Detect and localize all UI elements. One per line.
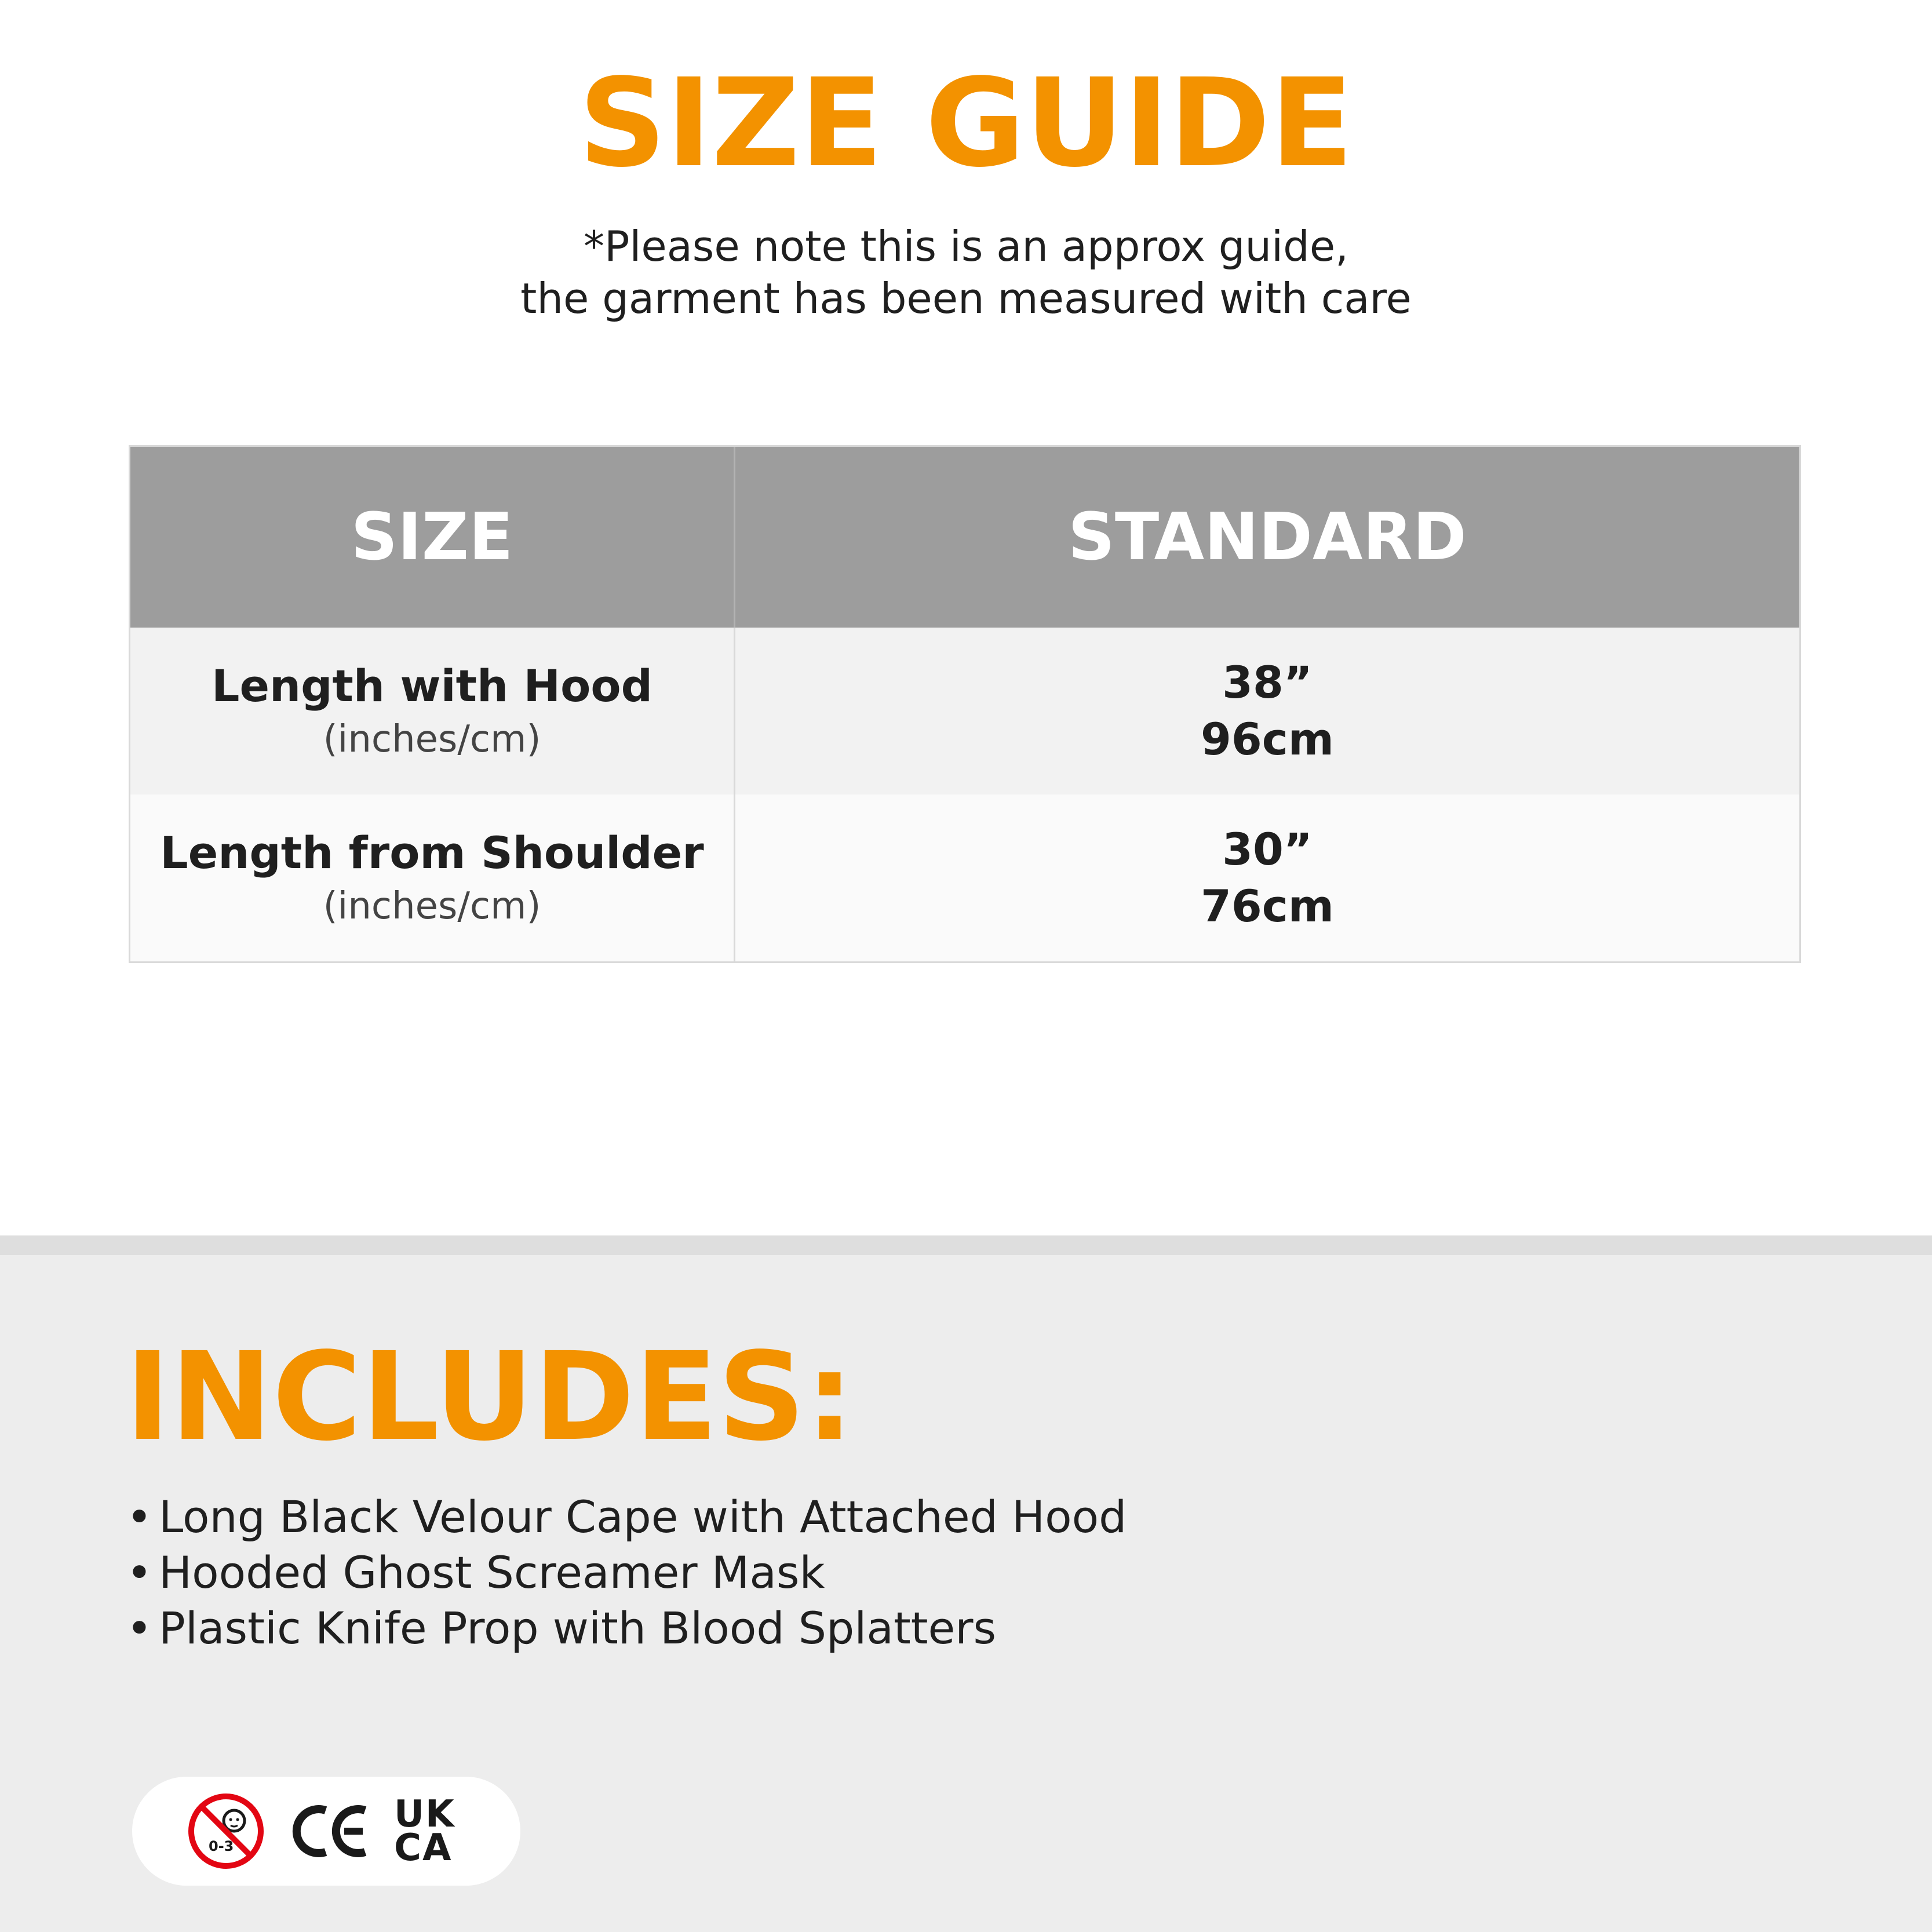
- row-unit: (inches/cm): [323, 885, 541, 928]
- row-value-cell: [735, 794, 1799, 961]
- list-item-text: Long Black Velour Cape with Attached Hood: [159, 1491, 1127, 1543]
- size-table: [129, 445, 1801, 963]
- ukca-line-1: UK: [394, 1793, 455, 1836]
- note-line-2: the garment has been measured with care: [520, 274, 1412, 323]
- ukca-mark-icon: [394, 1793, 455, 1869]
- row-unit: (inches/cm): [323, 718, 541, 761]
- list-item-text: Hooded Ghost Screamer Mask: [159, 1547, 825, 1598]
- size-guide-title: SIZE GUIDE: [578, 52, 1354, 194]
- row-label: Length from Shoulder: [160, 827, 704, 878]
- list-item: [126, 1545, 1127, 1601]
- value-inches: 38”: [1222, 657, 1313, 708]
- bullet-icon: •: [126, 1547, 152, 1598]
- size-guide-note: [0, 220, 1932, 325]
- table-header-row: [130, 447, 1799, 628]
- table-row: [130, 628, 1799, 794]
- certification-badges: [132, 1777, 520, 1886]
- ukca-line-2: CA: [394, 1827, 453, 1869]
- includes-section: [0, 1235, 1932, 1932]
- column-header-size: SIZE: [130, 447, 735, 628]
- bullet-icon: •: [126, 1602, 152, 1654]
- value-cm: 96cm: [1200, 713, 1334, 765]
- no-under-3-icon: [185, 1791, 267, 1872]
- row-value-cell: [735, 628, 1799, 794]
- row-label: Length with Hood: [212, 660, 652, 712]
- note-line-1: *Please note this is an approx guide,: [583, 222, 1349, 271]
- list-item: [126, 1601, 1127, 1656]
- value-inches: 30”: [1222, 823, 1313, 875]
- list-item-text: Plastic Knife Prop with Blood Splatters: [159, 1602, 997, 1654]
- ce-mark-icon: [290, 1802, 371, 1860]
- value-cm: 76cm: [1200, 880, 1334, 932]
- row-label-cell: [130, 794, 735, 961]
- includes-list: [126, 1489, 1127, 1656]
- table-row: [130, 794, 1799, 961]
- bullet-icon: •: [126, 1491, 152, 1543]
- age-warning-text: 0-3: [209, 1838, 234, 1854]
- list-item: [126, 1489, 1127, 1545]
- row-label-cell: [130, 628, 735, 794]
- includes-title: INCLUDES:: [125, 1326, 854, 1468]
- column-header-standard: STANDARD: [1068, 500, 1467, 575]
